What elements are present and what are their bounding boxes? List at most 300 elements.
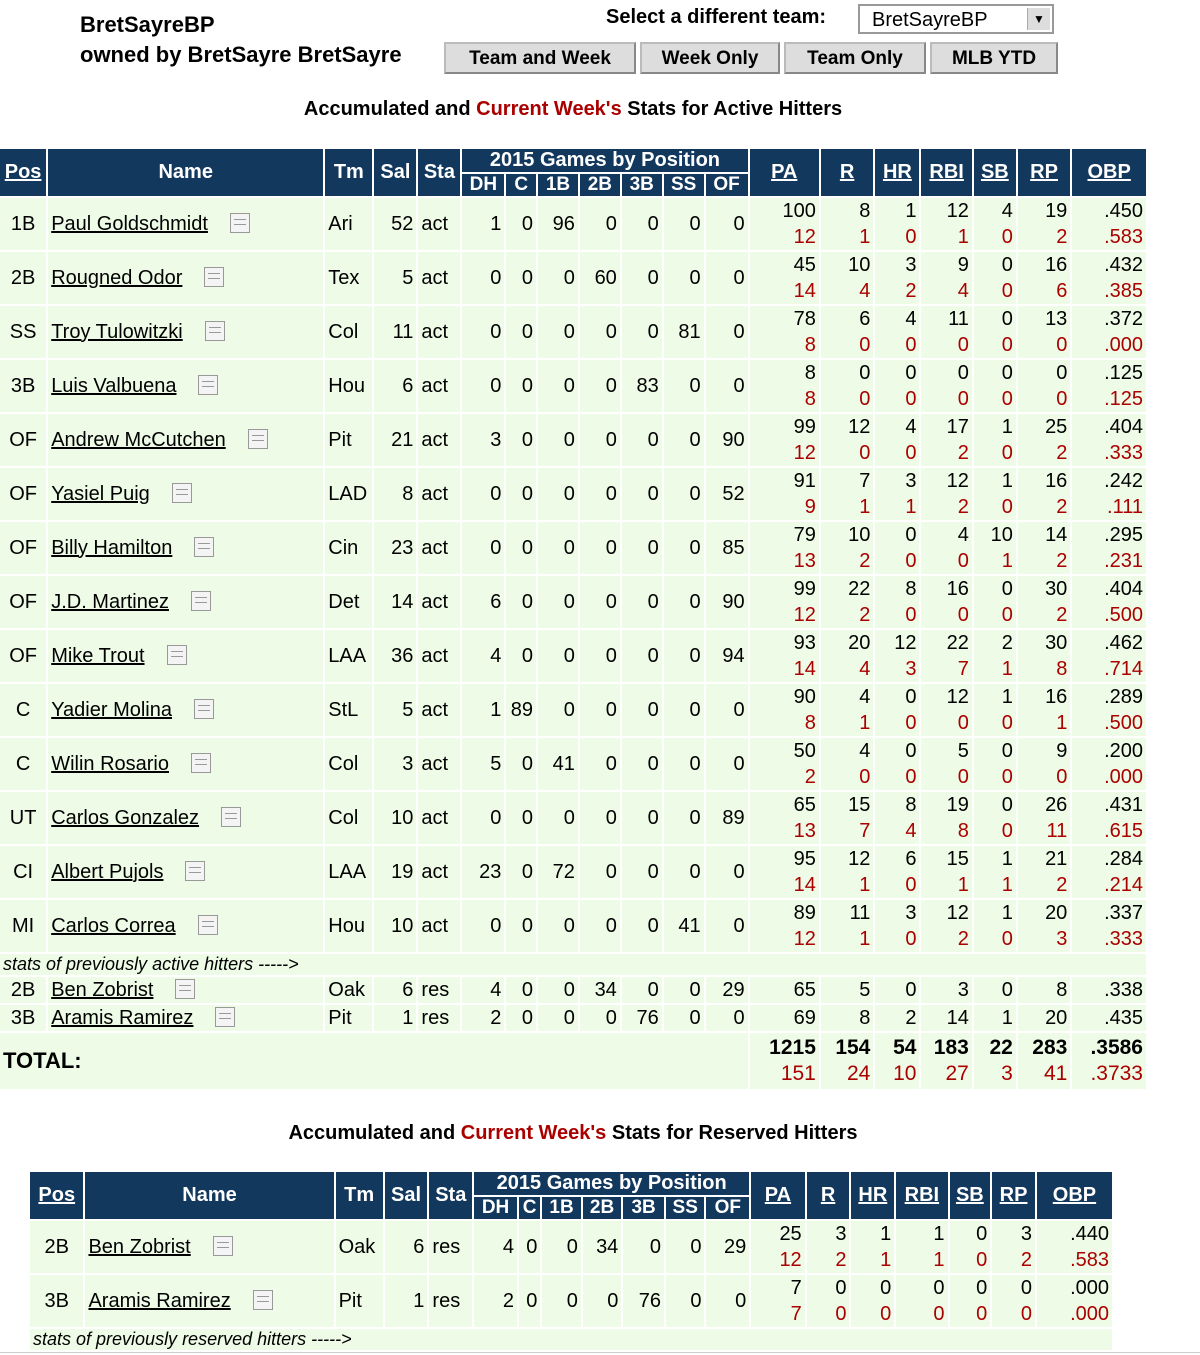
games-c [506,792,536,844]
total-accumulated: 1215 [769,1036,816,1059]
row-status [418,1005,460,1031]
stat-rbi [921,576,971,628]
stat-rbi [921,630,971,682]
row-name[interactable] [85,1221,333,1273]
accumulated-value: .432 [1104,254,1143,276]
games-of [706,846,748,898]
stat-r [821,738,873,790]
team-select-value: BretSayreBP [872,9,988,31]
games-value: 83 [636,374,659,397]
stat-obp [1037,1275,1112,1327]
accumulated-value: .372 [1104,308,1143,330]
res-col-pos[interactable] [30,1172,83,1219]
row-name[interactable] [48,468,323,520]
reserved-hitters-title: Accumulated and Current Week's Stats for Reserved Hitters [288,1122,858,1144]
games-3b [622,738,662,790]
stat-stack [753,414,816,466]
games-of [706,1005,748,1031]
stat-obp [1072,977,1146,1003]
col-pos[interactable] [0,149,46,196]
col-hr[interactable] [875,149,919,196]
stat-hr [875,414,919,466]
games-c [519,1221,540,1273]
team-value: Ari [328,212,353,235]
row-name[interactable] [48,360,323,412]
games-of [706,738,748,790]
week-value: .500 [1104,712,1143,734]
stat-stack [1021,738,1067,790]
games-3b [622,792,662,844]
sort-link[interactable]: HR [882,161,912,183]
team-owner: owned by BretSayre BretSayre [80,42,402,67]
games-of [706,576,748,628]
sort-link[interactable]: SB [980,161,1009,183]
col-1b: 1B [538,174,578,196]
row-name[interactable] [48,738,323,790]
week-value: 14 [793,658,816,680]
stat-stack [878,900,916,952]
accumulated-value: .337 [1104,902,1143,924]
games-value: 29 [722,978,745,1001]
res-col-rp[interactable] [992,1172,1035,1219]
games-c [519,1275,540,1327]
row-name[interactable] [48,684,323,736]
accumulated-value: 78 [793,308,816,330]
stat-hr [875,630,919,682]
player-link[interactable]: Carlos Correa [51,914,176,937]
games-value: 0 [563,266,575,289]
stat-stack [753,252,816,304]
player-link[interactable]: Yadier Molina [51,698,172,721]
games-value: 0 [689,752,701,775]
sort-link[interactable]: HR [858,1184,888,1206]
notes-icon[interactable] [221,807,241,827]
res-col-r[interactable] [807,1172,850,1219]
row-name[interactable] [48,792,323,844]
notes-icon[interactable] [213,1236,233,1256]
player-link[interactable]: Andrew McCutchen [51,428,226,451]
notes-icon[interactable] [248,429,268,449]
player-link[interactable]: Ben Zobrist [51,978,154,1001]
games-1b [538,792,578,844]
week-only-button[interactable]: Week Only [640,42,780,74]
games-value: 0 [521,536,534,559]
week-value: 12 [793,928,816,950]
total-stack [977,1035,1013,1087]
week-value: 2 [957,928,969,950]
row-salary [374,738,416,790]
team-select[interactable] [858,4,1054,34]
sort-link[interactable]: RP [1030,161,1058,183]
team-value: Pit [328,428,352,451]
res-col-rbi[interactable] [896,1172,947,1219]
col-rbi[interactable] [921,149,971,196]
games-ss [664,900,704,952]
player-link[interactable]: Troy Tulowitzki [51,320,183,343]
row-name[interactable] [48,977,323,1003]
col-r[interactable] [821,149,873,196]
games-value: 0 [521,860,534,883]
table-row [0,1005,1146,1031]
col-obp[interactable] [1072,149,1146,196]
stat-stack [753,738,816,790]
player-link[interactable]: Albert Pujols [51,860,164,883]
col-pa[interactable] [750,149,819,196]
accumulated-value: 0 [859,362,871,384]
week-value: .214 [1104,874,1143,896]
table-row [0,900,1146,952]
total-week: .3733 [1090,1062,1143,1085]
games-of [706,198,748,250]
accumulated-value: .462 [1104,632,1143,654]
player-link[interactable]: Billy Hamilton [51,536,173,559]
games-value: 0 [563,536,575,559]
row-name[interactable] [48,522,323,574]
week-value: .583 [1104,226,1143,248]
accumulated-value: 5 [859,978,871,1001]
games-value: 0 [521,266,534,289]
week-value: 4 [859,280,871,302]
row-name[interactable] [48,252,323,304]
notes-icon[interactable] [191,753,211,773]
reserved-hitters-table [28,1170,1114,1352]
player-link[interactable]: Luis Valbuena [51,374,177,397]
total-accumulated: 154 [835,1036,871,1059]
stat-hr [875,977,919,1003]
salary-value: 14 [391,590,414,613]
games-3b [622,414,662,466]
games-value: 0 [689,1006,701,1029]
sort-link[interactable]: RBI [904,1184,940,1206]
stat-hr [875,684,919,736]
row-team [325,630,372,682]
games-c [506,522,536,574]
player-link[interactable]: Yasiel Puig [51,482,150,505]
accumulated-value: 10 [848,524,871,546]
accumulated-value: 4 [905,416,917,438]
stat-stack [753,198,816,250]
games-value: 23 [479,860,502,883]
accumulated-value: 11 [948,308,969,330]
row-name[interactable] [48,846,323,898]
games-value: 0 [689,536,701,559]
team-and-week-button[interactable]: Team and Week [444,42,636,74]
games-of [706,306,748,358]
accumulated-value: 0 [1001,362,1013,384]
notes-icon[interactable] [204,267,224,287]
stat-sb [974,630,1016,682]
week-value: 9 [804,496,816,518]
stat-pa [750,252,819,304]
accumulated-value: 95 [793,848,816,870]
games-value: 0 [735,1289,747,1312]
games-value: 0 [605,590,617,613]
games-value: 0 [490,482,502,505]
notes-icon[interactable] [175,979,195,999]
accumulated-value: 26 [1045,794,1068,816]
games-value: 0 [563,590,575,613]
stat-pa [751,1275,804,1327]
sort-link[interactable]: OBP [1052,1184,1097,1206]
sort-link[interactable]: OBP [1087,161,1131,183]
accumulated-value: 4 [905,308,917,330]
res-col-sb[interactable] [950,1172,991,1219]
row-status [418,252,460,304]
player-link[interactable]: Carlos Gonzalez [51,806,200,829]
notes-icon[interactable] [198,375,218,395]
stat-rp [1018,252,1070,304]
notes-icon[interactable] [167,645,187,665]
notes-icon[interactable] [253,1290,273,1310]
games-1b [538,846,578,898]
games-1b [538,252,578,304]
res-col-hr[interactable] [851,1172,894,1219]
previous-active-note-text: stats of previously active hitters -----> [0,954,1146,975]
row-pos [0,360,46,412]
sort-link[interactable]: R [839,161,855,183]
team-value: Det [328,590,360,613]
res-col-obp[interactable] [1037,1172,1112,1219]
col-rp[interactable] [1018,149,1070,196]
row-name[interactable] [85,1275,333,1327]
row-pos [30,1221,83,1273]
notes-icon[interactable] [194,537,214,557]
games-value: 29 [723,1235,747,1258]
accumulated-value: 99 [793,416,816,438]
accumulated-value: 0 [905,362,917,384]
accumulated-value: 0 [1001,740,1013,762]
sort-link[interactable]: RBI [929,161,964,183]
stat-rp [1018,900,1070,952]
row-name[interactable] [48,414,323,466]
row-salary [374,792,416,844]
games-dh [462,738,504,790]
row-name[interactable] [48,198,323,250]
games-value: 0 [647,320,659,343]
stat-obp [1072,630,1146,682]
games-value: 0 [647,644,659,667]
notes-icon[interactable] [185,861,205,881]
accumulated-value: 0 [905,978,917,1001]
stat-stack [753,306,816,358]
week-value: 1 [859,928,871,950]
col-sb[interactable] [974,149,1016,196]
row-name[interactable] [48,576,323,628]
total-week: 24 [847,1062,871,1085]
team-value: Cin [328,536,359,559]
player-link[interactable]: J.D. Martinez [51,590,169,613]
team-only-button[interactable]: Team Only [784,42,926,74]
week-value: 0 [976,1249,988,1271]
row-team [325,900,372,952]
accumulated-value: 9 [1056,740,1068,762]
row-pos [0,252,46,304]
row-name[interactable] [48,1005,323,1031]
games-value: 60 [594,266,617,289]
stat-rp [1018,630,1070,682]
games-value: 0 [733,374,745,397]
week-value: 12 [793,604,816,626]
row-pos [0,846,46,898]
accumulated-value: 16 [1045,686,1068,708]
sort-link[interactable]: Pos [38,1184,76,1206]
table-row [30,1221,1112,1273]
games-c [506,738,536,790]
status-value: res [421,978,450,1001]
accumulated-value: 19 [1045,200,1068,222]
total-accumulated: 283 [1032,1036,1068,1059]
accumulated-value: 0 [1001,254,1013,276]
games-value: 0 [733,212,745,235]
row-pos [0,198,46,250]
accumulated-value: 22 [946,632,969,654]
row-team [336,1221,383,1273]
player-link[interactable]: Paul Goldschmidt [51,212,208,235]
notes-icon[interactable] [215,1007,235,1027]
week-value: 2 [1056,604,1068,626]
stat-rbi [921,792,971,844]
sort-link[interactable]: RP [999,1184,1028,1206]
notes-icon[interactable] [230,213,250,233]
stat-pa [750,468,819,520]
games-of [706,977,748,1003]
stat-stack [1021,900,1067,952]
sort-link[interactable]: PA [764,1184,792,1206]
sort-link[interactable]: R [820,1184,836,1206]
notes-icon[interactable] [172,483,192,503]
stat-r [821,792,873,844]
stat-stack [1075,306,1143,358]
stat-stack [824,414,870,466]
res-col-of: OF [706,1197,749,1219]
status-value: act [421,266,449,289]
games-value: 0 [605,482,617,505]
accumulated-value: 79 [793,524,816,546]
sort-link[interactable]: Pos [4,161,42,183]
week-value: .000 [1104,766,1143,788]
pos-value: 3B [10,374,36,397]
row-name[interactable] [48,900,323,952]
stat-stack [1075,522,1143,574]
stat-stack [953,1221,988,1273]
total-stack [824,1035,870,1087]
player-link[interactable]: Wilin Rosario [51,752,169,775]
accumulated-value: 3 [905,254,917,276]
previous-reserved-note-text: stats of previously reserved hitters -----> [30,1329,1112,1350]
accumulated-value: 0 [1001,308,1013,330]
notes-icon[interactable] [194,699,214,719]
salary-value: 19 [391,860,414,883]
games-value: 0 [563,1006,575,1029]
pos-value: UT [9,806,37,829]
mlb-ytd-button[interactable]: MLB YTD [930,42,1058,74]
games-value: 0 [605,320,617,343]
col-2b: 2B [580,174,620,196]
status-value: act [421,374,449,397]
row-pos [0,306,46,358]
row-pos [0,900,46,952]
notes-icon[interactable] [198,915,218,935]
accumulated-value: 17 [946,416,969,438]
games-value: 0 [605,806,617,829]
week-value: 0 [1056,388,1068,410]
row-status [418,522,460,574]
row-team [325,522,372,574]
row-name[interactable] [48,630,323,682]
games-value: 0 [605,1006,617,1029]
games-ss [664,576,704,628]
stat-rbi [921,846,971,898]
week-value: 0 [859,442,871,464]
stat-stack [924,684,968,736]
stat-stack [1021,792,1067,844]
salary-value: 36 [391,644,414,667]
games-value: 0 [490,806,502,829]
week-value: .231 [1104,550,1143,572]
week-value: 1 [859,496,871,518]
res-col-pa[interactable] [751,1172,804,1219]
games-value: 76 [636,1006,659,1029]
week-value: 4 [859,658,871,680]
sort-link[interactable]: SB [955,1184,984,1206]
total-week: 10 [893,1062,917,1085]
salary-value: 52 [391,212,414,235]
week-value: 0 [905,442,917,464]
res-col-sta: Sta [429,1172,472,1219]
week-value: .385 [1104,280,1143,302]
games-1b [538,198,578,250]
week-value: 6 [1056,280,1068,302]
player-link[interactable]: Ben Zobrist [88,1235,191,1258]
sort-link[interactable]: PA [771,161,798,183]
player-link[interactable]: Aramis Ramirez [88,1289,231,1312]
accumulated-value: 2 [905,1006,917,1029]
games-dh [462,522,504,574]
player-link[interactable]: Mike Trout [51,644,145,667]
stat-rbi [921,198,971,250]
stat-rbi [921,1005,971,1031]
row-salary [374,900,416,952]
stat-rp [1018,684,1070,736]
salary-value: 10 [391,914,414,937]
accumulated-value: 2 [1001,632,1013,654]
games-dh [462,468,504,520]
col-c: C [506,174,536,196]
row-name[interactable] [48,306,323,358]
player-link[interactable]: Rougned Odor [51,266,183,289]
week-value: 0 [1001,496,1013,518]
week-value: 1 [1001,874,1013,896]
games-value: 0 [733,320,745,343]
accumulated-value: 1 [933,1223,945,1245]
active-hitters-table [0,147,1148,1091]
previous-active-note [0,954,1146,975]
notes-icon[interactable] [191,591,211,611]
chevron-down-icon[interactable]: ▼ [1027,8,1050,30]
notes-icon[interactable] [205,321,225,341]
pos-value: 2B [10,978,36,1001]
player-link[interactable]: Aramis Ramirez [51,1006,194,1029]
week-value: 2 [905,280,917,302]
accumulated-value: 8 [804,362,816,384]
team-value: LAA [328,644,367,667]
week-value: 0 [957,766,969,788]
week-value: 1 [859,226,871,248]
stat-rp [1018,738,1070,790]
row-pos [0,792,46,844]
games-3b [622,684,662,736]
row-team [325,468,372,520]
